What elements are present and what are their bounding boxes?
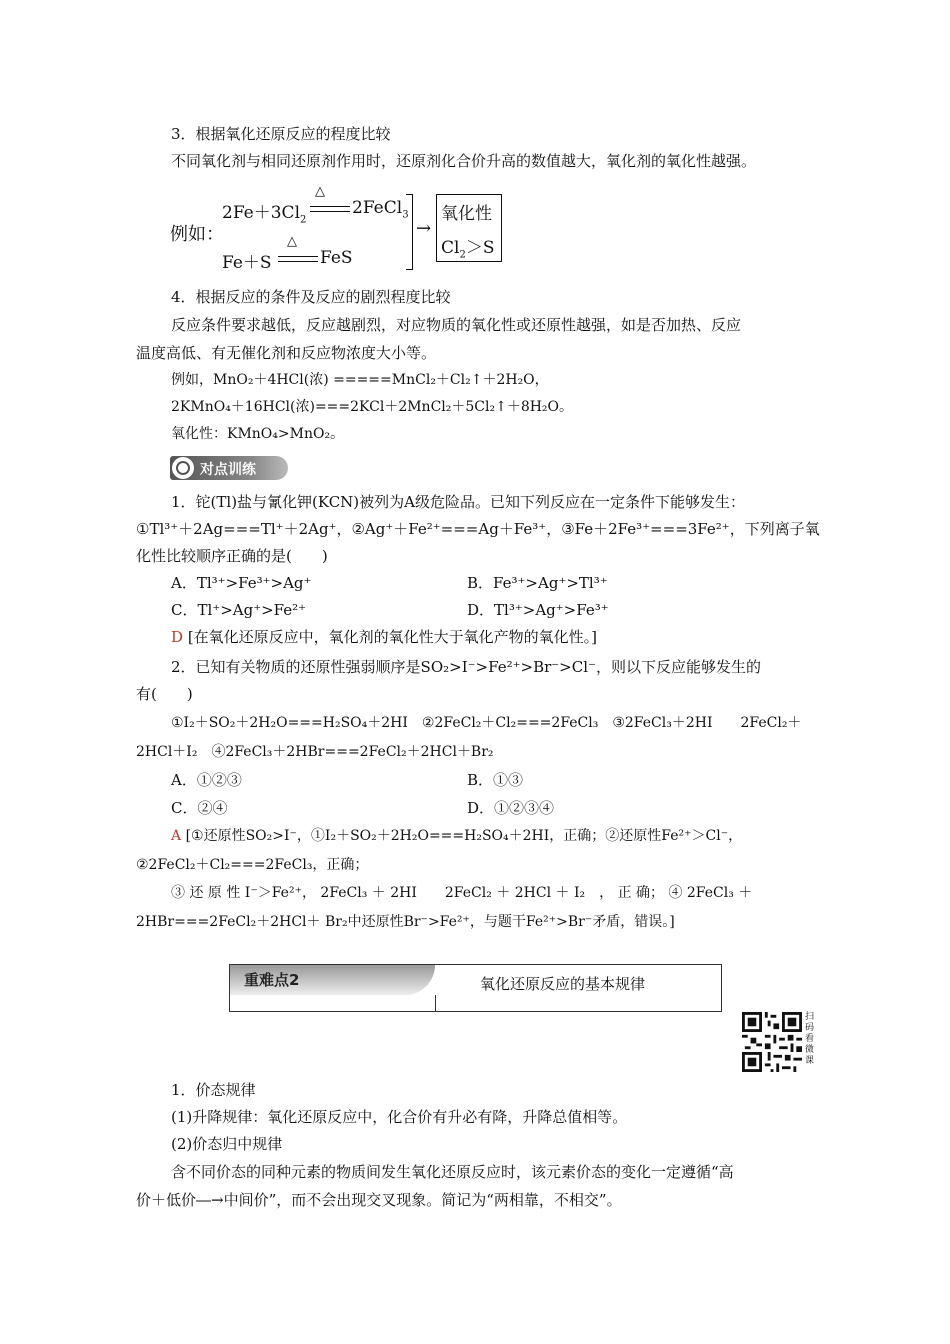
eq1-left: $2Fe+3Cl_2$ [222,203,307,226]
q1-option-b: B．Fe³⁺>Ag⁺>Tl³⁺ [467,574,608,592]
equation-block [170,184,510,273]
conclusion-text: $Cl_2>S$ [441,238,495,261]
q1-option-c: C．Tl⁺>Ag⁺>Fe²⁺ [171,601,307,619]
q2-line2: 有( ) [136,685,193,703]
q2-option-d: D．①②③④ [467,799,555,817]
eq2-right: FeS [320,248,353,268]
q2-explanation4: 2HBr===2FeCl₂＋2HCl＋ Br₂中还原性Br⁻>Fe²⁺，与题干Fe²⁺>Br⁻矛盾，错误。] [136,914,675,930]
section4-example2: 2KMnO₄＋16HCl(浓)===2KCl＋2MnCl₂＋5Cl₂↑＋8H₂O。 [171,399,574,415]
q2-line1: 2．已知有关物质的还原性强弱顺序是SO₂>I⁻>Fe²⁺>Br⁻>Cl⁻，则以下反应能够发生的 [171,658,761,676]
topic-header [229,964,722,1012]
q1-line2: ①Tl³⁺＋2Ag===Tl⁺＋2Ag⁺，②Ag⁺＋Fe²⁺===Ag＋Fe³⁺，③Fe＋2Fe³⁺===3Fe²⁺，下列离子氧 [136,520,820,538]
q1-option-a: A．Tl³⁺>Fe³⁺>Ag⁺ [171,574,312,592]
q2-line4: 2HCl＋I₂ ④2FeCl₃＋2HBr===2FeCl₂＋2HCl＋Br₂ [136,744,494,760]
q2-answer [171,826,742,846]
topic-tag [230,965,435,995]
q2-option-a: A．①②③ [171,771,242,789]
section4-example3: 氧化性：KMnO₄>MnO₂。 [171,426,345,442]
topic-tag-label: 重难点2 [244,971,300,989]
example-label: 例如： [170,224,224,245]
eq2-left: Fe＋S [222,253,272,273]
rules-sub1: (1)升降规律：氧化还原反应中，化合价有升必有降，升降总值相等。 [171,1108,628,1126]
rules-heading: 1．价态规律 [171,1081,256,1099]
topic-title: 氧化还原反应的基本规律 [480,975,646,993]
qr-caption: 扫码看微课 [805,1012,815,1066]
heat-symbol: △ [315,184,325,199]
target-icon [172,457,194,479]
q1-answer [171,627,597,647]
eq2-equal-sign [278,256,318,262]
q2-line3: ①I₂＋SO₂＋2H₂O===H₂SO₄＋2HI ②2FeCl₂＋Cl₂===2FeCl₃ ③2FeCl₃＋2HI 2FeCl₂＋ [171,715,802,731]
rules-body-line1: 含不同价态的同种元素的物质间发生氧化还原反应时，该元素价态的变化一定遵循“高 [171,1163,734,1181]
rules-sub2: (2)价态归中规律 [171,1135,283,1153]
heat-symbol: △ [287,234,297,249]
conclusion-box [436,194,502,262]
section3-body: 不同氧化剂与相同还原剂作用时，还原剂化合价升高的数值越大，氧化剂的氧化性越强。 [171,152,757,170]
section3-heading: 3．根据氧化还原反应的程度比较 [171,125,391,143]
qr-code-icon[interactable] [742,1012,802,1072]
conclusion-title: 氧化性 [441,204,492,224]
q2-option-b: B．①③ [467,771,524,789]
q1-line1: 1．铊(Tl)盐与氰化钾(KCN)被列为A级危险品。已知下列反应在一定条件下能够发生： [171,493,745,511]
q2-explanation2: ②2FeCl₂＋Cl₂===2FeCl₃，正确； [136,857,369,873]
section4-example1: 例如，MnO₂＋4HCl(浓) =====MnCl₂＋Cl₂↑＋2H₂O， [171,372,549,388]
q1-line3: 化性比较顺序正确的是( ) [136,547,328,565]
q2-explanation1: [①还原性SO₂>I⁻，①I₂＋SO₂＋2H₂O===H₂SO₄＋2HI，正确；②还原性Fe²⁺＞Cl⁻， [185,828,743,844]
rules-body-line2: 价＋低价―→中间价”，而不会出现交叉现象。简记为“两相靠，不相交”。 [136,1191,622,1209]
q1-option-d: D．Tl³⁺>Ag⁺>Fe³⁺ [467,601,609,619]
q2-explanation3: ③ 还 原 性 I⁻＞Fe²⁺， 2FeCl₃ ＋ 2HI 2FeCl₂ ＋ 2HCl ＋ I₂ ， 正 确； ④ 2FeCl₃ ＋ [171,885,753,901]
section4-body-line1: 反应条件要求越低，反应越剧烈，对应物质的氧化性或还原性越强，如是否加热、反应 [171,316,742,334]
q1-answer-letter: D [171,628,184,646]
section4-body-line2: 温度高低、有无催化剂和反应物浓度大小等。 [136,344,437,362]
section4-heading: 4．根据反应的条件及反应的剧烈程度比较 [171,288,451,306]
q1-explanation: [在氧化还原反应中，氧化剂的氧化性大于氧化产物的氧化性。] [187,628,598,646]
q2-option-c: C．②④ [171,799,228,817]
right-bracket [406,194,413,270]
topic-divider [435,995,436,1011]
practice-badge [170,456,288,480]
practice-badge-label: 对点训练 [200,462,256,478]
eq1-right: 2FeCl$_3$ [352,198,409,221]
eq1-equal-sign [310,206,350,212]
q2-answer-letter: A [171,828,182,844]
arrow-icon: → [416,218,432,239]
